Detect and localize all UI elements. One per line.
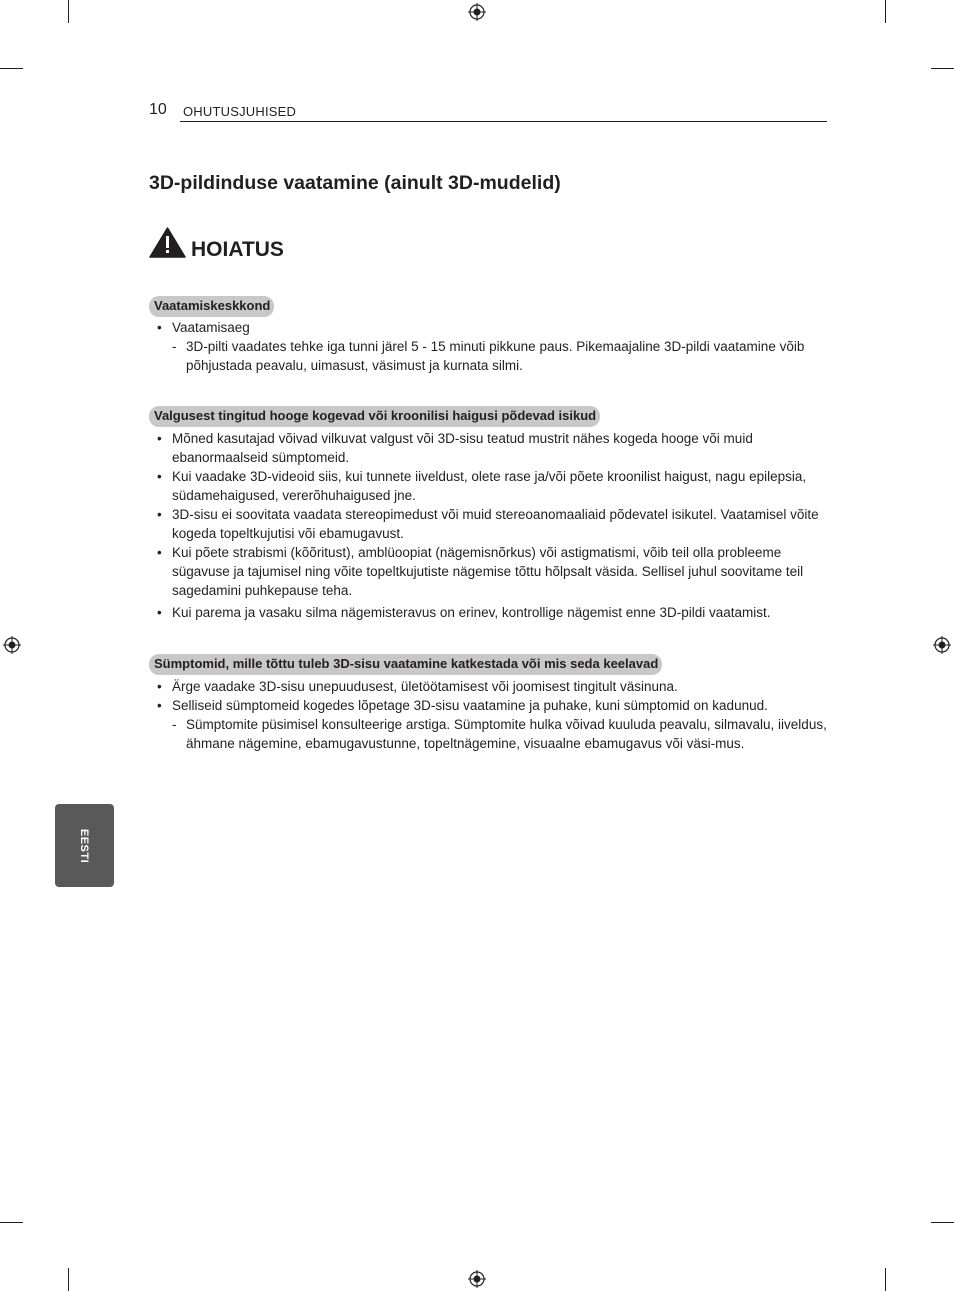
dash-marker: - — [172, 717, 177, 732]
crop-mark — [885, 1268, 886, 1291]
list-item — [149, 603, 829, 622]
dash-marker: - — [172, 339, 177, 354]
section-list — [149, 677, 829, 753]
warning-triangle-icon — [149, 227, 186, 258]
list-item-text: Kui põete strabismi (kõõritust), amblüoopiat (nägemisnõrkus) või astigmatismi, võib teil olla probleeme sügavuse ja tajumisel ning võite topeltkujutiste nägemise tõttu hõlpsalt väsida. Sellisel juhul soovitame teil sagedamini puhkepause teha. — [172, 545, 804, 598]
list-item — [149, 543, 829, 600]
list-subitem — [149, 337, 829, 375]
warning-heading: HOIATUS — [191, 238, 284, 261]
section-heading: Sümptomid, mille tõttu tuleb 3D-sisu vaatamine katkestada või mis seda keelavad — [149, 654, 662, 675]
bullet-marker: • — [157, 545, 162, 560]
registration-mark-icon — [933, 636, 951, 654]
bullet-marker: • — [157, 698, 162, 713]
crop-mark — [931, 1222, 954, 1223]
list-item-text: Kui parema ja vasaku silma nägemisteravus on erinev, kontrollige nägemist enne 3D-pildi vaatamist. — [172, 605, 771, 620]
list-item-text: Kui vaadake 3D-videoid siis, kui tunnete iiveldust, olete rase ja/või põete kroonilist haigust, nagu epilepsia, südamehaigused, vererõhuhaigused jne. — [172, 469, 807, 503]
section-heading: Vaatamiskeskkond — [149, 296, 274, 317]
crop-mark — [0, 68, 23, 69]
registration-mark-icon — [3, 636, 21, 654]
list-item-text: Sümptomite püsimisel konsulteerige arstiga. Sümptomite hulka võivad kuuluda peavalu, silmavalu, iiveldus, ähmane nägemine, ebamugavustunne, topeltnägemine, visuaalne ebamugavus või väsi-mus. — [186, 717, 827, 751]
section-name: OHUTUSJUHISED — [183, 104, 297, 119]
list-item-text: Ärge vaadake 3D-sisu unepuudusest, ületöötamisest või joomisest tingitult väsinuna. — [172, 679, 678, 694]
list-item-text: Mõned kasutajad võivad vilkuvat valgust või 3D-sisu teatud mustrit nähes kogeda hooge või muid ebanormaalseid sümptomeid. — [172, 431, 753, 465]
bullet-marker: • — [157, 507, 162, 522]
list-item — [149, 677, 829, 696]
bullet-marker: • — [157, 320, 162, 335]
section-list — [149, 429, 829, 622]
list-item — [149, 429, 829, 467]
crop-mark — [68, 1268, 69, 1291]
crop-mark — [885, 0, 886, 23]
section-list — [149, 318, 829, 375]
list-item — [149, 318, 829, 337]
bullet-marker: • — [157, 469, 162, 484]
crop-mark — [0, 1222, 23, 1223]
crop-mark — [68, 0, 69, 23]
list-subitem — [149, 715, 829, 753]
registration-mark-icon — [468, 1270, 486, 1288]
page-number: 10 — [149, 101, 167, 118]
header-rule — [180, 121, 827, 122]
language-tab-label: EESTI — [78, 828, 91, 863]
list-item — [149, 696, 829, 715]
bullet-marker: • — [157, 431, 162, 446]
bullet-marker: • — [157, 605, 162, 620]
registration-mark-icon — [468, 3, 486, 21]
list-item-text: Vaatamisaeg — [172, 320, 250, 335]
list-item-text: 3D-pilti vaadates tehke iga tunni järel 5 - 15 minuti pikkune paus. Pikemaajaline 3D-pildi vaatamine võib põhjustada peavalu, uimasust, väsimust ja kurnata silmi. — [186, 339, 805, 373]
list-item — [149, 467, 829, 505]
language-tab — [55, 804, 114, 887]
bullet-marker: • — [157, 679, 162, 694]
list-item-text: Selliseid sümptomeid kogedes lõpetage 3D-sisu vaatamine ja puhake, kuni sümptomid on kadunud. — [172, 698, 768, 713]
section-heading: Valgusest tingitud hooge kogevad või kroonilisi haigusi põdevad isikud — [149, 406, 600, 427]
crop-mark — [931, 68, 954, 69]
list-item-text: 3D-sisu ei soovitata vaadata stereopimedust või muid stereoanomaaliaid põdevatel isikutel. Vaatamisel võite kogeda topeltkujutisi või ebamugavust. — [172, 507, 819, 541]
page-title: 3D-pildinduse vaatamine (ainult 3D-mudelid) — [149, 172, 561, 194]
list-item — [149, 505, 829, 543]
